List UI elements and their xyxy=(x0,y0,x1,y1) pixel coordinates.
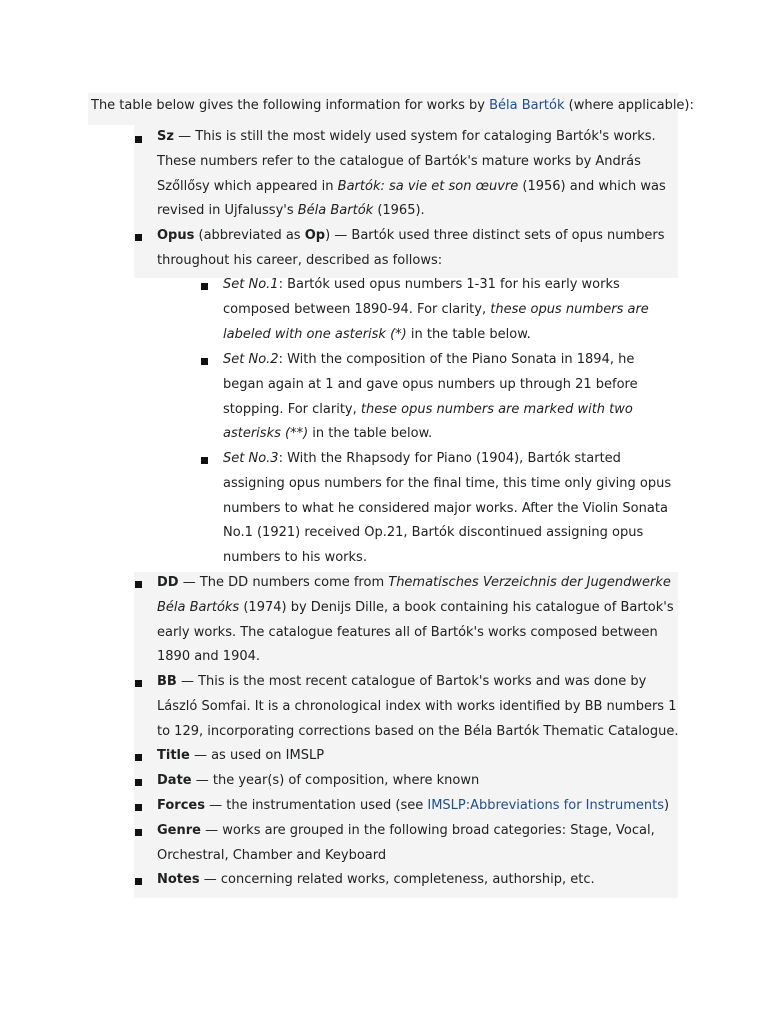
bullet-icon xyxy=(135,804,142,811)
bullet-icon xyxy=(135,136,142,143)
bullet-icon xyxy=(135,754,142,761)
list-item-set-1: Set No.1: Bartók used opus numbers 1-31 for his early works composed between 1890-94. For clarity, these opus numbers are labeled with one asterisk (*) in the table below. xyxy=(223,277,649,342)
bullet-icon xyxy=(135,680,142,687)
list-item-date: Date — the year(s) of composition, where known xyxy=(157,773,480,788)
bullet-icon xyxy=(135,779,142,786)
list-item-forces: Forces — the instrumentation used (see IMSLP:Abbreviations for Instruments) xyxy=(157,798,670,813)
term-bb: BB xyxy=(157,674,177,689)
bullet-icon xyxy=(135,878,142,885)
set-2-label: Set No.2 xyxy=(223,352,279,367)
list-item-notes: Notes — concerning related works, completeness, authorship, etc. xyxy=(157,872,595,887)
bullet-icon xyxy=(135,829,142,836)
list-item-genre: Genre — works are grouped in the following broad categories: Stage, Vocal, Orchestral, Chamber and Keyboard xyxy=(157,823,655,863)
bullet-icon xyxy=(201,283,208,290)
term-op: Op xyxy=(304,228,326,243)
term-notes: Notes xyxy=(157,872,200,887)
term-date: Date xyxy=(157,773,192,788)
set-1-label: Set No.1 xyxy=(223,277,279,292)
bullet-icon xyxy=(201,457,208,464)
list-item-set-3: Set No.3: With the Rhapsody for Piano (1904), Bartók started assigning opus numbers for the final time, this time only giving opus numbers to what he considered major works. After the Violin Sonata No.1 (1921) received Op.21, Bartók discontinued assigning opus numbers to his works. xyxy=(223,451,672,566)
term-title: Title xyxy=(157,748,190,763)
term-sz: Sz xyxy=(157,129,174,144)
list-item-bb: BB — This is the most recent catalogue of Bartok's works and was done by László Somfai. It is a chronological index with works identified by BB numbers 1 to 129, incorporating corrections based on the Béla Bartók Thematic Catalogue. xyxy=(157,674,679,739)
list-item-sz: Sz — This is still the most widely used system for cataloging Bartók's works. These numbers refer to the catalogue of Bartók's mature works by András Szőllősy which appeared in Bartók: sa vie et son œuvre (1956) and which was revised in Ujfalussy's Béla Bartók (1965). xyxy=(157,129,666,219)
abbreviations-link[interactable]: IMSLP:Abbreviations for Instruments xyxy=(427,798,664,813)
term-opus: Opus xyxy=(157,228,195,243)
list-item-set-2: Set No.2: With the composition of the Piano Sonata in 1894, he began again at 1 and gave opus numbers up through 21 before stopping. For clarity, these opus numbers are marked with two asterisks (**) in the table below. xyxy=(223,352,638,442)
list-item-title: Title — as used on IMSLP xyxy=(157,748,325,763)
list-item-opus: Opus (abbreviated as Op) — Bartók used three distinct sets of opus numbers throughout his career, described as follows: xyxy=(157,228,665,268)
bullet-icon xyxy=(135,581,142,588)
term-forces: Forces xyxy=(157,798,205,813)
intro-text-after: (where applicable): xyxy=(564,98,694,113)
term-genre: Genre xyxy=(157,823,201,838)
intro-text-before: The table below gives the following information for works by xyxy=(91,98,490,113)
term-dd: DD xyxy=(157,575,179,590)
bartok-link[interactable]: Béla Bartók xyxy=(489,98,565,113)
list-item-dd: DD — The DD numbers come from Thematisches Verzeichnis der Jugendwerke Béla Bartóks (1974) by Denijs Dille, a book containing his catalogue of Bartok's early works. The catalogue features all of Bartók's works composed between 1890 and 1904. xyxy=(157,575,674,665)
bullet-icon xyxy=(201,358,208,365)
intro-paragraph xyxy=(91,95,694,117)
set-3-label: Set No.3 xyxy=(223,451,279,466)
bullet-icon xyxy=(135,234,142,241)
